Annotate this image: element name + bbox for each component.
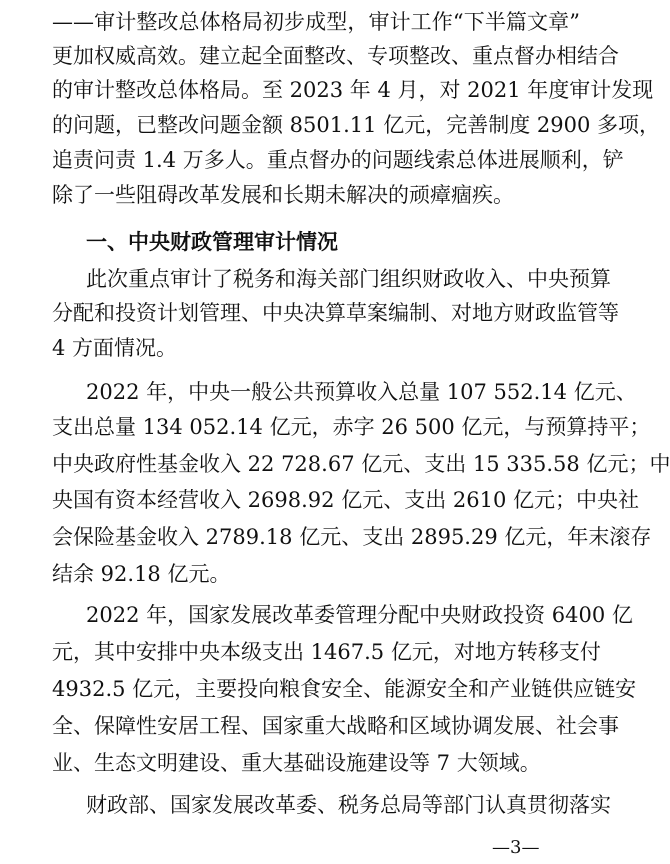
paragraph-investment-line: 4932.5 亿元，主要投向粮食安全、能源安全和产业链供应链安 bbox=[52, 677, 637, 701]
paragraph-intro-line: 的问题，已整改问题金额 8501.11 亿元，完善制度 2900 多项， bbox=[52, 113, 660, 137]
paragraph-budget-line: 2022 年，中央一般公共预算收入总量 107 552.14 亿元、 bbox=[86, 380, 637, 404]
paragraph-budget-line: 央国有资本经营收入 2698.92 亿元、支出 2610 亿元；中央社 bbox=[52, 488, 639, 512]
paragraph-intro-line: 追责问责 1.4 万多人。重点督办的问题线索总体进展顺利，铲 bbox=[52, 148, 624, 172]
paragraph-intro-line: 的审计整改总体格局。至 2023 年 4 月，对 2021 年度审计发现 bbox=[52, 78, 654, 102]
paragraph-investment-line: 元，其中安排中央本级支出 1467.5 亿元，对地方转移支付 bbox=[52, 640, 601, 664]
paragraph-scope-line: 分配和投资计划管理、中央决算草案编制、对地方财政监管等 bbox=[52, 301, 619, 325]
paragraph-budget-line: 结余 92.18 亿元。 bbox=[52, 562, 231, 586]
paragraph-intro-line: 除了一些阻碍改革发展和长期未解决的顽瘴痼疾。 bbox=[52, 183, 514, 207]
paragraph-investment-line: 2022 年，国家发展改革委管理分配中央财政投资 6400 亿 bbox=[86, 603, 633, 627]
section-heading: 一、中央财政管理审计情况 bbox=[86, 230, 338, 254]
paragraph-scope-line: 此次重点审计了税务和海关部门组织财政收入、中央预算 bbox=[86, 267, 611, 291]
paragraph-investment-line: 业、生态文明建设、重大基础设施建设等 7 大领域。 bbox=[52, 751, 541, 775]
paragraph-intro-line: ——审计整改总体格局初步成型，审计工作“下半篇文章” bbox=[52, 10, 580, 34]
paragraph-scope-line: 4 方面情况。 bbox=[52, 336, 178, 360]
paragraph-budget-line: 中央政府性基金收入 22 728.67 亿元、支出 15 335.58 亿元；中 bbox=[52, 452, 670, 476]
paragraph-investment-line: 全、保障性安居工程、国家重大战略和区域协调发展、社会事 bbox=[52, 714, 619, 738]
paragraph-departments-line: 财政部、国家发展改革委、税务总局等部门认真贯彻落实 bbox=[86, 793, 611, 817]
paragraph-budget-line: 支出总量 134 052.14 亿元，赤字 26 500 亿元，与预算持平； bbox=[52, 415, 651, 439]
paragraph-intro-line: 更加权威高效。建立起全面整改、专项整改、重点督办相结合 bbox=[52, 44, 619, 68]
page-number: —3— bbox=[492, 837, 540, 858]
paragraph-budget-line: 会保险基金收入 2789.18 亿元、支出 2895.29 亿元，年末滚存 bbox=[52, 525, 652, 549]
